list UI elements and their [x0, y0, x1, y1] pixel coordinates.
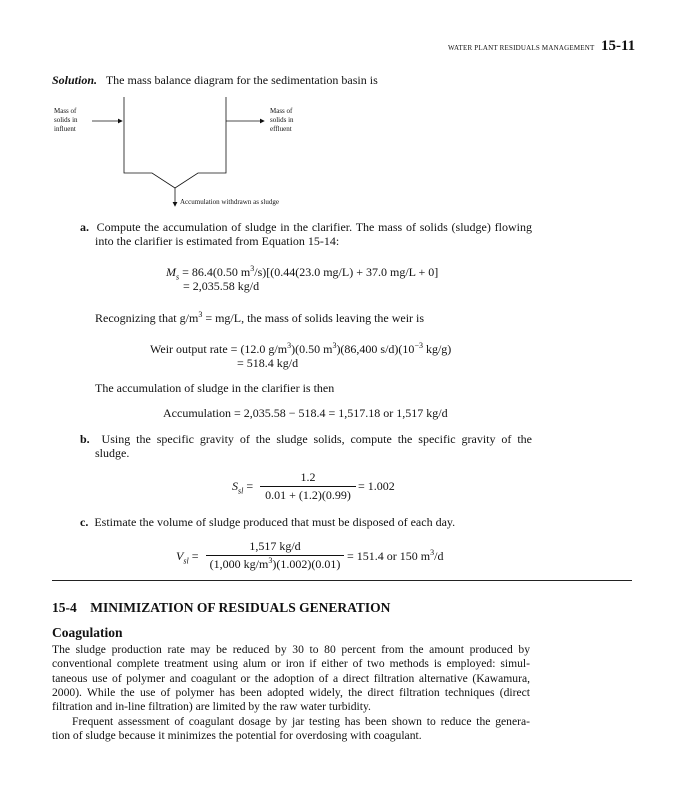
basin-outline [124, 97, 226, 188]
solution-intro [52, 73, 378, 88]
part-c-text: c. Estimate the volume of sludge produced that must be disposed of each day. [80, 515, 456, 529]
withdrawal-label: Accumulation withdrawn as sludge [180, 198, 279, 206]
section-title: MINIMIZATION OF RESIDUALS GENERATION [90, 600, 391, 615]
running-header-title: WATER PLANT RESIDUALS MANAGEMENT [448, 44, 595, 52]
coagulation-paragraph-1: The sludge production rate may be reduced by 30 to 80 percent from the amount produced by conventional complete treatment using alum or iron if either of two methods is employed: simul- taneous use of polymer and coagulant or the adoption of a direct filtration alternative (Kawamura, 2000). While the use of polymer has been adopted widely, the direct filtration techniques (direct filtration and in-line filtration) are limited by the raw water turbidity. [52, 643, 530, 714]
coagulation-paragraph-2: Frequent assessment of coagulant dosage by jar testing has been shown to reduce the genera- tion of sludge because it minimizes the potential for overdosing with coagulant. [52, 715, 530, 743]
subheading-coagulation: Coagulation [52, 625, 123, 640]
section-divider [52, 580, 632, 581]
equation-mass-in: $M_s = 86.4(0.50$ $m^3/s)[(0.44(23.0$ mg/L) + 37.0 mg/L + 0] [166, 264, 439, 282]
specific-gravity-fraction [260, 470, 356, 503]
specific-gravity-numerator: 1.2 [300, 470, 316, 484]
mass-balance-diagram [52, 95, 312, 215]
accumulation-intro: The accumulation of sludge in the clarifier is then [95, 381, 335, 395]
influent-label: Mass of solids in influent [54, 107, 78, 133]
part-b-label: b. [80, 432, 90, 446]
section-number: 15-4 [52, 600, 77, 615]
page-number: 15-11 [601, 38, 636, 54]
specific-gravity-denominator: 0.01 + (1.2)(0.99) [260, 486, 356, 503]
specific-gravity-lhs: $S_{sl}$ = [232, 479, 254, 496]
equation-weir-output-result: = 518.4 kg/d [237, 356, 299, 370]
specific-gravity-result: = 1.002 [358, 479, 395, 493]
solution-intro-text: The mass balance diagram for the sedimentation basin is [105, 73, 378, 87]
recognizing-text: Recognizing that $g/m^3 = mg/L$, the mass of solids leaving the weir is [95, 310, 425, 325]
sludge-volume-fraction [206, 539, 344, 572]
part-a-text: a. Compute the accumulation of sludge in the clarifier. The mass of solids (sludge) flowing into the clarifier is estimated from Equation 15-14: [80, 220, 533, 248]
section-heading [52, 600, 390, 616]
part-c-label: c. [80, 515, 89, 529]
sludge-volume-lhs: $V_{sl}$ = [176, 549, 199, 566]
part-a-label: a. [80, 220, 89, 234]
solution-label: Solution. [52, 73, 98, 87]
equation-weir-output: Weir output rate = (12.0 $g/m^3)(0.50$ $m^3)(86,400$ $s/d)(10^{-3}$ kg/g) [150, 341, 452, 356]
sludge-volume-result: = 151.4 or 150 $m^3/d$ [347, 548, 444, 563]
effluent-label: Mass of solids in effluent [270, 107, 294, 133]
sludge-volume-numerator: 1,517 kg/d [249, 539, 301, 553]
sludge-volume-denominator: (1,000 $kg/m^3)(1.002)(0.01)$ [206, 555, 344, 572]
equation-accumulation: Accumulation = 2,035.58 − 518.4 = 1,517.18 or 1,517 kg/d [163, 406, 448, 420]
part-b-text: b. Using the specific gravity of the sludge solids, compute the specific gravity of the sludge. [80, 432, 533, 460]
equation-mass-in-result: = 2,035.58 kg/d [183, 279, 260, 293]
